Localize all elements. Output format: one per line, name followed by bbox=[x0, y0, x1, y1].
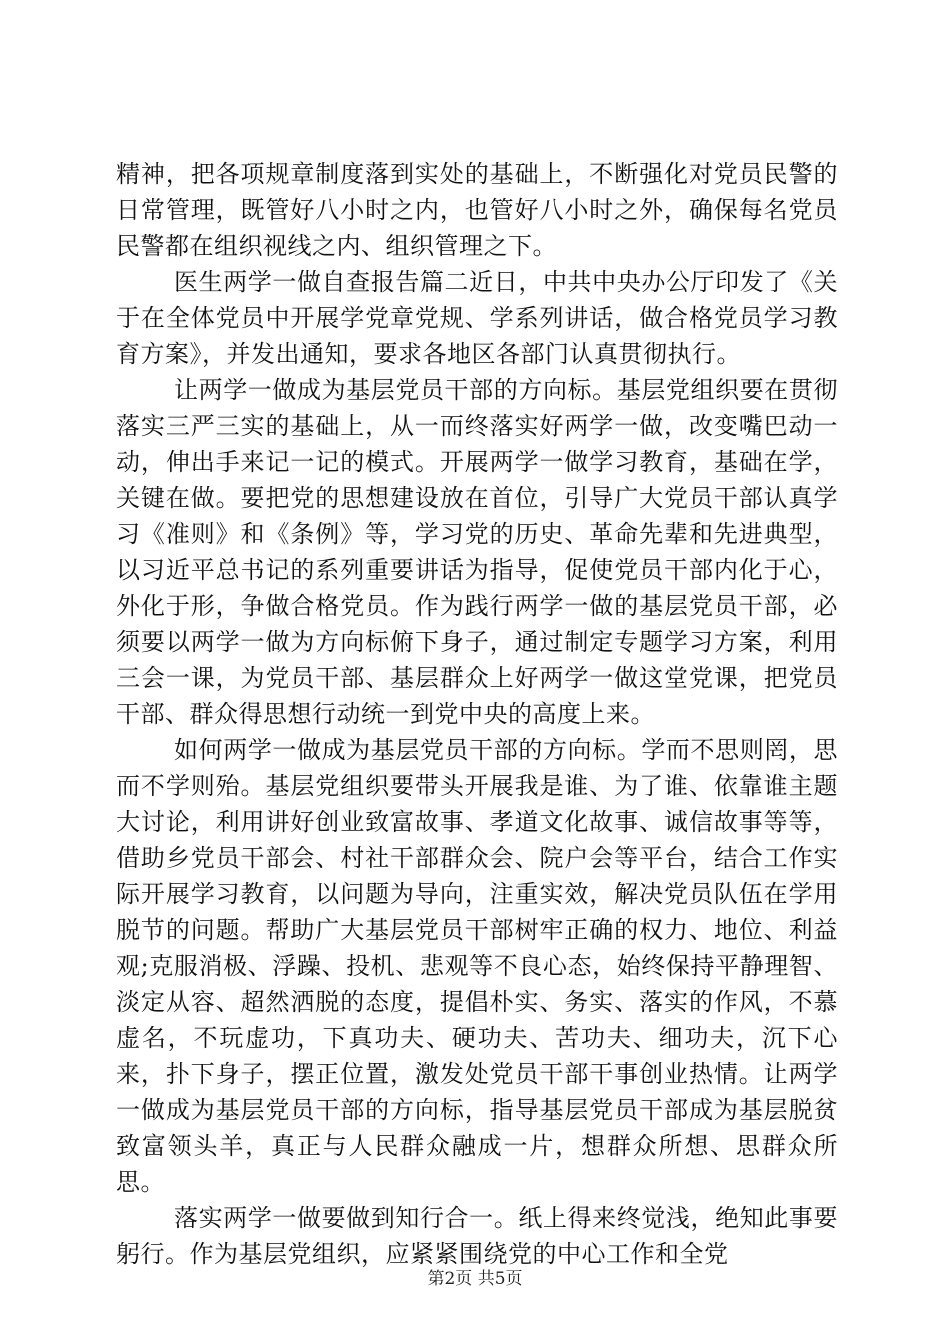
document-body bbox=[116, 156, 838, 1272]
paragraph-3: 让两学一做成为基层党员干部的方向标。基层党组织要在贯彻落实三严三实的基础上，从一而终落实好两学一做，改变嘴巴动一动，伸出手来记一记的模式。开展两学一做学习教育，基础在学，关键在做。要把党的思想建设放在首位，引导广大党员干部认真学习《准则》和《条例》等，学习党的历史、革命先辈和先进典型，以习近平总书记的系列重要讲话为指导，促使党员干部内化于心，外化于形，争做合格党员。作为践行两学一做的基层党员干部，必须要以两学一做为方向标俯下身子，通过制定专题学习方案，利用三会一课，为党员干部、基层群众上好两学一做这堂党课，把党员干部、群众得思想行动统一到党中央的高度上来。 bbox=[116, 376, 838, 728]
paragraph-2: 医生两学一做自查报告篇二近日，中共中央办公厅印发了《关于在全体党员中开展学党章党规、学系列讲话，做合格党员学习教育方案》，并发出通知，要求各地区各部门认真贯彻执行。 bbox=[116, 268, 838, 368]
page-number-footer: 第2页 共5页 bbox=[427, 1269, 523, 1289]
paragraph-1: 精神，把各项规章制度落到实处的基础上，不断强化对党员民警的日常管理，既管好八小时之内，也管好八小时之外，确保每名党员民警都在组织视线之内、组织管理之下。 bbox=[116, 160, 838, 260]
paragraph-4: 如何两学一做成为基层党员干部的方向标。学而不思则罔，思而不学则殆。基层党组织要带头开展我是谁、为了谁、依靠谁主题大讨论，利用讲好创业致富故事、孝道文化故事、诚信故事等等，借助乡党员干部会、村社干部群众会、院户会等平台，结合工作实际开展学习教育，以问题为导向，注重实效，解决党员队伍在学用脱节的问题。帮助广大基层党员干部树牢正确的权力、地位、利益观;克服消极、浮躁、投机、悲观等不良心态，始终保持平静理智、淡定从容、超然洒脱的态度，提倡朴实、务实、落实的作风，不慕虚名，不玩虚功，下真功夫、硬功夫、苦功夫、细功夫，沉下心来，扑下身子，摆正位置，激发处党员干部干事创业热情。让两学一做成为基层党员干部的方向标，指导基层党员干部成为基层脱贫致富领头羊，真正与人民群众融成一片，想群众所想、思群众所思。 bbox=[116, 736, 838, 1196]
paragraph-5: 落实两学一做要做到知行合一。纸上得来终觉浅，绝知此事要躬行。作为基层党组织，应紧紧围绕党的中心工作和全党 bbox=[116, 1204, 838, 1268]
